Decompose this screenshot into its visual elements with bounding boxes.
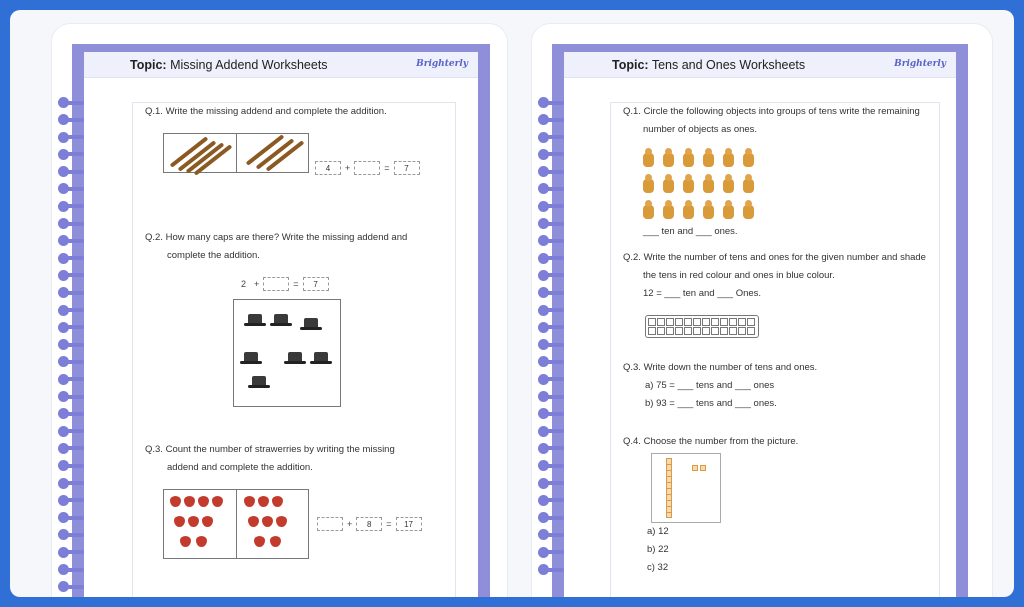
picture-divider [236, 490, 237, 558]
q3-equation [317, 515, 422, 533]
topic-title: Topic: Missing Addend Worksheets [130, 57, 328, 72]
strawberry-icon [270, 536, 281, 547]
bear-icon [723, 153, 734, 167]
binder-ring [56, 232, 84, 249]
tens-rod-icon [666, 458, 672, 518]
binder-ring [56, 440, 84, 457]
question-3-line2: addend and complete the addition. [167, 462, 313, 473]
binder-ring [536, 163, 564, 180]
strawberry-icon [212, 496, 223, 507]
strawberry-icon [180, 536, 191, 547]
equals-sign: = [386, 518, 392, 529]
option-a[interactable]: a) 12 [647, 526, 669, 537]
question-1: Q.1. Write the missing addend and complete the addition. [145, 106, 387, 117]
binder-ring [536, 388, 564, 405]
brand-logo: Brighterly [894, 59, 946, 69]
binder-ring [56, 388, 84, 405]
topic-bar [564, 52, 956, 78]
missing-addend-box[interactable] [263, 277, 289, 291]
cap-icon [288, 352, 302, 362]
strawberry-icon [244, 496, 255, 507]
question-2-line1: Q.2. How many caps are there? Write the missing addend and [145, 232, 408, 243]
grid-row [648, 318, 756, 326]
bear-icon [703, 205, 714, 219]
binder-ring [536, 129, 564, 146]
strawberry-icon [248, 516, 259, 527]
question-3-line1: Q.3. Write down the number of tens and ones. [623, 362, 818, 373]
topic-title: Topic: Tens and Ones Worksheets [612, 57, 806, 72]
binder-ring [536, 457, 564, 474]
bear-icon [743, 179, 754, 193]
binder-ring [536, 232, 564, 249]
question-2 [145, 229, 445, 265]
bears-picture [643, 149, 773, 221]
strawberry-icon [170, 496, 181, 507]
strawberry-icon [276, 516, 287, 527]
bear-icon [643, 179, 654, 193]
strawberry-icon [272, 496, 283, 507]
strawberry-icon [262, 516, 273, 527]
binder-ring [536, 284, 564, 301]
missing-addend-box[interactable] [317, 517, 343, 531]
binder-ring [536, 267, 564, 284]
binder-ring [536, 250, 564, 267]
grid-row [648, 327, 756, 335]
option-b[interactable]: b) 22 [647, 544, 669, 555]
worksheet-paper [84, 52, 478, 597]
ones-block-icon [700, 465, 706, 471]
bear-icon [743, 205, 754, 219]
binder-ring [536, 215, 564, 232]
topic-bar [84, 52, 478, 78]
cap-icon [304, 318, 318, 328]
equals-sign: = [293, 278, 299, 289]
binder-rings [56, 94, 84, 596]
binder-rings [536, 94, 564, 578]
worksheet-paper [564, 52, 956, 597]
worksheet-card-missing-addend[interactable] [52, 24, 507, 597]
strawberry-icon [184, 496, 195, 507]
binder-ring [56, 475, 84, 492]
question-3 [145, 441, 445, 477]
addend-value: 2 [241, 278, 247, 289]
bear-icon [683, 205, 694, 219]
q1-equation [315, 159, 420, 177]
gallery-frame [10, 10, 1014, 597]
cap-icon [274, 314, 288, 324]
strawberries-picture [163, 489, 309, 559]
binder-ring [56, 302, 84, 319]
binder-ring [56, 129, 84, 146]
binder-ring [536, 302, 564, 319]
ones-block-icon [692, 465, 698, 471]
binder-ring [536, 423, 564, 440]
strawberry-icon [198, 496, 209, 507]
q2-equation [237, 275, 329, 293]
binder-ring [536, 475, 564, 492]
pencils-picture [163, 133, 309, 173]
strawberry-icon [188, 516, 199, 527]
plus-sign: + [254, 278, 260, 289]
binder-ring [56, 111, 84, 128]
caps-picture [233, 299, 341, 407]
binder-ring [56, 146, 84, 163]
binder-ring [56, 423, 84, 440]
question-2-line3: 12 = ___ ten and ___ Ones. [643, 288, 762, 299]
question-3-line1: Q.3. Count the number of strawerries by writing the missing [145, 444, 395, 455]
binder-ring [56, 544, 84, 561]
question-1-line2: number of objects as ones. [643, 124, 758, 135]
binder-ring [56, 457, 84, 474]
bear-icon [643, 153, 654, 167]
worksheet-content [610, 102, 940, 597]
strawberry-icon [202, 516, 213, 527]
cap-icon [252, 376, 266, 386]
worksheet-content [132, 102, 456, 597]
question-3 [623, 359, 929, 413]
binder-ring [56, 371, 84, 388]
ones-blocks [692, 458, 708, 476]
base-ten-blocks-picture [651, 453, 721, 523]
binder-ring [56, 561, 84, 578]
question-1-line1: Q.1. Circle the following objects into groups of tens write the remaining [623, 106, 920, 117]
sum-box[interactable]: 17 [396, 517, 422, 531]
question-1 [623, 103, 929, 139]
binder-ring [536, 509, 564, 526]
strawberry-icon [174, 516, 185, 527]
worksheet-card-tens-and-ones[interactable] [532, 24, 992, 597]
addend-box[interactable]: 8 [356, 517, 382, 531]
missing-addend-box[interactable] [354, 161, 380, 175]
binder-ring [56, 163, 84, 180]
binder-ring [536, 336, 564, 353]
binder-ring [536, 94, 564, 111]
binder-ring [536, 353, 564, 370]
binder-ring [536, 561, 564, 578]
sum-box[interactable]: 7 [394, 161, 420, 175]
worksheet-sheet [72, 44, 490, 597]
binder-ring [56, 405, 84, 422]
question-2-line2: complete the addition. [167, 250, 260, 261]
binder-ring [56, 353, 84, 370]
cap-icon [244, 352, 258, 362]
sum-box[interactable]: 7 [303, 277, 329, 291]
binder-ring [56, 492, 84, 509]
binder-ring [56, 215, 84, 232]
cap-icon [314, 352, 328, 362]
equals-sign: = [384, 162, 390, 173]
question-2-line1: Q.2. Write the number of tens and ones for the given number and shade [623, 252, 926, 263]
binder-ring [536, 492, 564, 509]
bear-icon [743, 153, 754, 167]
addend-box[interactable]: 4 [315, 161, 341, 175]
binder-ring [536, 371, 564, 388]
bear-icon [703, 179, 714, 193]
question-4-options [647, 523, 929, 577]
binder-ring [536, 198, 564, 215]
bear-icon [663, 179, 674, 193]
binder-ring [536, 319, 564, 336]
binder-ring [536, 405, 564, 422]
strawberry-icon [258, 496, 269, 507]
worksheet-sheet [552, 44, 968, 597]
bear-icon [723, 179, 734, 193]
option-c[interactable]: c) 32 [647, 562, 669, 573]
strawberry-icon [254, 536, 265, 547]
bear-icon [683, 179, 694, 193]
binder-ring [56, 284, 84, 301]
bear-icon [663, 205, 674, 219]
binder-ring [56, 180, 84, 197]
question-3-b: b) 93 = ___ tens and ___ ones. [645, 398, 777, 409]
bear-icon [683, 153, 694, 167]
binder-ring [56, 526, 84, 543]
question-2-line2: the tens in red colour and ones in blue colour. [643, 270, 835, 281]
binder-ring [56, 509, 84, 526]
bear-icon [663, 153, 674, 167]
question-3-a: a) 75 = ___ tens and ___ ones [645, 380, 775, 391]
binder-ring [56, 250, 84, 267]
binder-ring [56, 198, 84, 215]
plus-sign: + [347, 518, 353, 529]
question-2 [623, 249, 929, 303]
strawberry-icon [196, 536, 207, 547]
binder-ring [56, 578, 84, 595]
plus-sign: + [345, 162, 351, 173]
binder-ring [56, 319, 84, 336]
picture-divider [236, 134, 237, 172]
binder-ring [56, 336, 84, 353]
cap-icon [248, 314, 262, 324]
question-4: Q.4. Choose the number from the picture. [623, 436, 799, 447]
bear-icon [723, 205, 734, 219]
binder-ring [536, 180, 564, 197]
binder-ring [536, 440, 564, 457]
bear-icon [703, 153, 714, 167]
binder-ring [536, 526, 564, 543]
brand-logo: Brighterly [416, 59, 468, 69]
binder-ring [536, 544, 564, 561]
binder-ring [56, 267, 84, 284]
bear-icon [643, 205, 654, 219]
binder-ring [56, 94, 84, 111]
binder-ring [536, 146, 564, 163]
ten-frame-grid [645, 315, 759, 338]
binder-ring [536, 111, 564, 128]
question-1-answer: ___ ten and ___ ones. [643, 226, 738, 237]
